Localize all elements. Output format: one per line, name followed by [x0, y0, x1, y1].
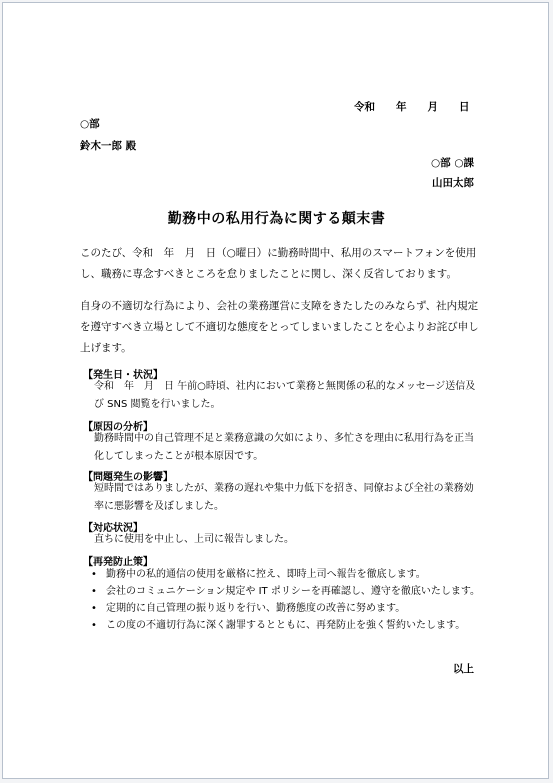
section-heading-response: 【対応状況】: [83, 523, 143, 534]
intro-paragraph-1: このたび、令和 年 月 日（○曜日）に勤務時間中、私用のスマートフォンを使用し、職務に専念すべきところを怠りましたことに関し、深く反省しております。: [80, 247, 477, 280]
list-item: [91, 566, 481, 583]
list-item-text: 定期的に自己管理の振り返りを行い、勤務態度の改善に努めます。: [106, 603, 406, 614]
section-body-impact: 短時間ではありましたが、業務の遅れや集中力低下を招き、同僚および全社の業務効率に悪影響を及ぼしました。: [94, 483, 474, 512]
section-body-response: 直ちに使用を中止し、上司に報告しました。: [94, 534, 294, 545]
list-item: [91, 600, 481, 617]
closing-text: 以上: [453, 663, 474, 675]
list-item-text: 会社のコミュニケーション規定や IT ポリシーを再確認し、遵守を徹底いたします。: [106, 586, 481, 597]
sender-name: 山田太郎: [432, 177, 474, 189]
recipient-name: 鈴木一郎 殿: [80, 140, 137, 152]
intro-paragraph-2: 自身の不適切な行為により、会社の業務運営に支障をきたしたのみならず、社内規定を遵守すべき立場として不適切な態度をとってしまいましたことを心よりお詫び申し上げます。: [80, 300, 479, 354]
document-page: [2, 2, 549, 779]
sender-department: ○部 ○課: [431, 157, 474, 169]
list-item: [91, 583, 481, 600]
bullet-icon: •: [91, 603, 97, 614]
list-item: [91, 617, 481, 634]
section-heading-impact: 【問題発生の影響】: [83, 472, 173, 483]
date-line: 令和 年 月 日: [354, 101, 470, 113]
section-heading-prevention: 【再発防止策】: [83, 557, 153, 568]
recipient-department: ○部: [80, 118, 100, 130]
bullet-icon: •: [91, 620, 97, 631]
section-body-occurrence: 令和 年 月 日 午前○時頃、社内において業務と無関係の私的なメッセージ送信及び SNS 閲覧を行いました。: [94, 381, 476, 410]
list-item-text: 勤務中の私的通信の使用を厳格に控え、即時上司へ報告を徹底します。: [106, 569, 426, 580]
section-heading-cause: 【原因の分析】: [83, 422, 153, 433]
bullet-icon: •: [91, 586, 97, 597]
page-title: 勤務中の私用行為に関する顛末書: [167, 211, 386, 227]
list-item-text: この度の不適切行為に深く謝罪するとともに、再発防止を強く誓約いたします。: [106, 620, 466, 631]
prevention-list: [91, 566, 481, 634]
section-heading-occurrence: 【発生日・状況】: [83, 370, 163, 381]
bullet-icon: •: [91, 569, 97, 580]
section-body-cause: 勤務時間中の自己管理不足と業務意識の欠如により、多忙さを理由に私用行為を正当化してしまったことが根本原因です。: [94, 433, 474, 462]
